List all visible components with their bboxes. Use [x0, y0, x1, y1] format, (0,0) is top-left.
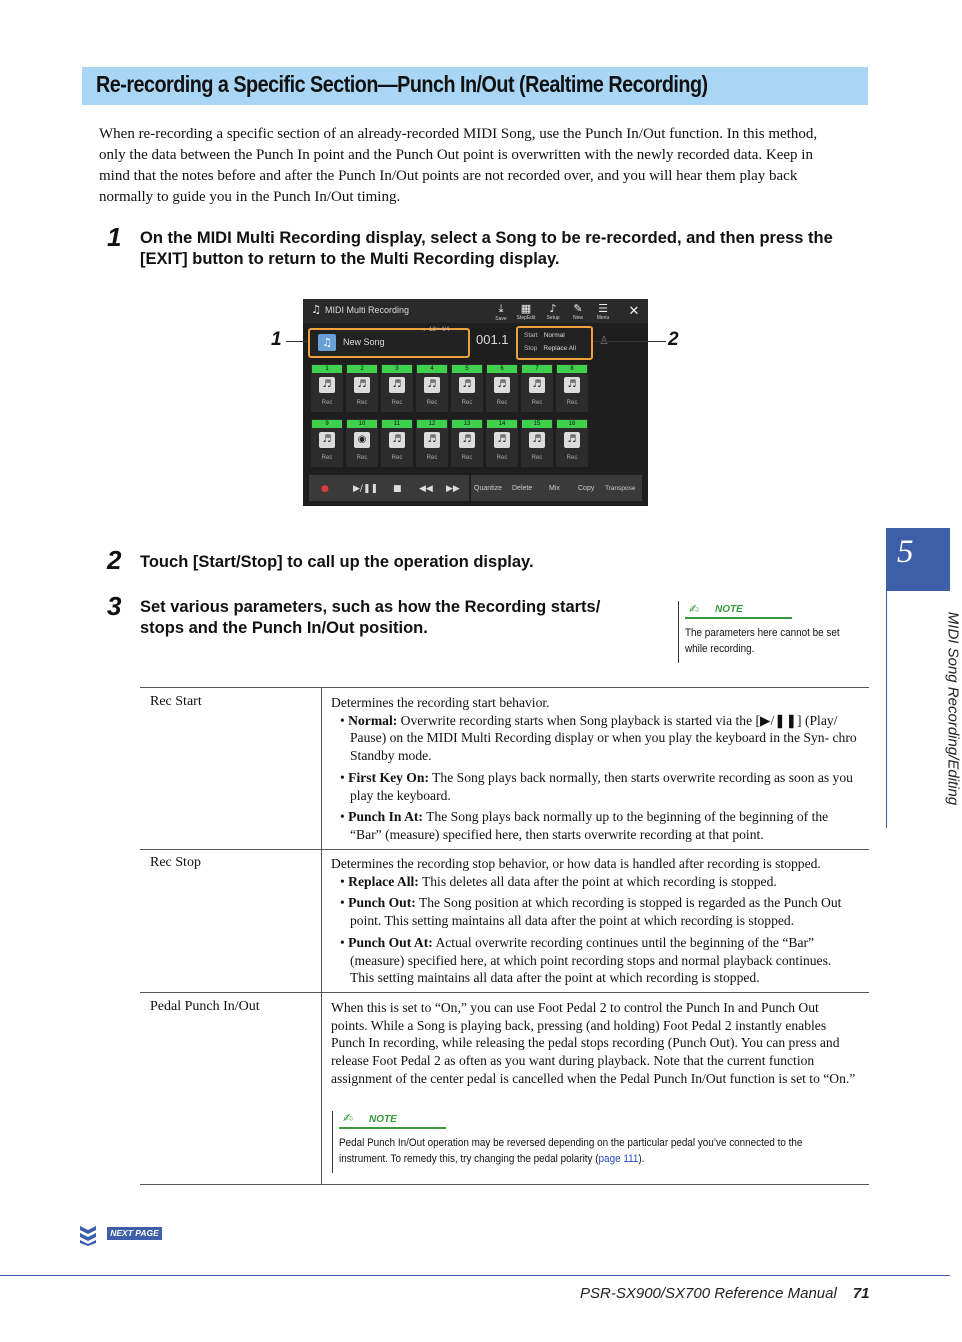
- track-number: 15: [522, 420, 552, 428]
- rec-button[interactable]: Rec: [496, 455, 508, 461]
- piano-icon: ♬: [389, 377, 405, 393]
- rec-button[interactable]: Rec: [356, 400, 368, 406]
- tempo-display: ♩12× 4/4: [423, 327, 450, 333]
- track-11[interactable]: [381, 419, 413, 467]
- rec-button[interactable]: Rec: [461, 455, 473, 461]
- chapter-number: 5: [897, 534, 914, 570]
- note-label: NOTE: [715, 604, 743, 615]
- track-14[interactable]: [486, 419, 518, 467]
- track-number: 10: [347, 420, 377, 428]
- rec-button[interactable]: Rec: [321, 400, 333, 406]
- song-name: New Song: [343, 337, 385, 347]
- track-number: 3: [382, 365, 412, 373]
- note-underline: [339, 1127, 446, 1129]
- track-8[interactable]: [556, 364, 588, 412]
- piano-icon: ♬: [319, 377, 335, 393]
- note-underline: [685, 617, 792, 619]
- rec-button[interactable]: Rec: [391, 455, 403, 461]
- piano-icon: ♬: [459, 432, 475, 448]
- callout-2-line: [593, 341, 666, 342]
- piano-icon: ♬: [389, 432, 405, 448]
- note-bar: [332, 1111, 333, 1173]
- track-number: 7: [522, 365, 552, 373]
- mix-button[interactable]: Mix: [549, 485, 560, 492]
- rec-button[interactable]: Rec: [426, 455, 438, 461]
- track-9[interactable]: [311, 419, 343, 467]
- record-button[interactable]: ●: [321, 484, 329, 494]
- piano-icon: ♬: [529, 432, 545, 448]
- track-number: 16: [557, 420, 587, 428]
- piano-icon: ♬: [529, 377, 545, 393]
- track-16[interactable]: [556, 419, 588, 467]
- table-row-line: [140, 992, 869, 993]
- pencil-icon: ✍: [689, 602, 700, 616]
- track-number: 8: [557, 365, 587, 373]
- rec-button[interactable]: Rec: [496, 400, 508, 406]
- track-1[interactable]: [311, 364, 343, 412]
- track-number: 6: [487, 365, 517, 373]
- next-page-icon[interactable]: [80, 1226, 102, 1251]
- track-number: 14: [487, 420, 517, 428]
- midi-multi-recording-screen: [303, 299, 648, 506]
- screen-title: MIDI Multi Recording: [325, 305, 410, 315]
- note-label: NOTE: [369, 1114, 397, 1125]
- song-position[interactable]: 001.1: [476, 332, 509, 347]
- music-note-icon: ♫: [311, 303, 321, 316]
- save-button[interactable]: ⤓ Save: [495, 302, 507, 322]
- param-name-rec-start: Rec Start: [150, 694, 202, 709]
- step-3-number: 3: [107, 591, 122, 621]
- track-2[interactable]: [346, 364, 378, 412]
- rec-button[interactable]: Rec: [461, 400, 473, 406]
- track-number: 13: [452, 420, 482, 428]
- note-text: Pedal Punch In/Out operation may be reversed depending on the particular pedal you’ve connected to the instrument. To remedy this, try changing the pedal polarity (page 111).: [339, 1137, 803, 1165]
- param-desc-rec-start: Determines the recording start behavior. • Normal: Overwrite recording starts when Song playback is started via the [▶/❚❚] (Play/ Pause) on the MIDI Multi Recording display or when you play the keyboard in the Syn- chro Standby mode. • First Key On: The Song plays back normally, then starts overwrite recording as soon as you play the keyboard. • Punch In At: The Song plays back normally up to the beginning of the beginning of the “Bar” (measure) specified here, then starts overwrite recording at that point.: [331, 695, 857, 842]
- chapter-label: MIDI Song Recording/Editing: [944, 611, 962, 806]
- menu-button[interactable]: ☰ Menu: [596, 302, 610, 321]
- track-12[interactable]: [416, 419, 448, 467]
- pencil-icon: ✍: [343, 1111, 354, 1125]
- track-number: 9: [312, 420, 342, 428]
- rec-button[interactable]: Rec: [356, 455, 368, 461]
- setup-button[interactable]: ♪ Setup: [546, 302, 560, 321]
- fast-forward-button[interactable]: ▶▶: [446, 484, 460, 494]
- track-number: 2: [347, 365, 377, 373]
- piano-icon: ♬: [564, 377, 580, 393]
- rec-button[interactable]: Rec: [531, 400, 543, 406]
- intro-paragraph: When re-recording a specific section of an already-recorded MIDI Song, use the Punch In/Out function. In this method, only the data between the Punch In point and the Punch Out point is overwritten with the newly recorded data. Keep in mind that the notes before and after the Punch In/Out points are not recorded over, and you will hear them play back normally to guide you in the Punch In/Out timing.: [99, 126, 818, 205]
- piano-icon: ♬: [319, 432, 335, 448]
- play-pause-button[interactable]: ▶/❚❚: [353, 484, 379, 494]
- start-stop-box[interactable]: [516, 326, 593, 360]
- section-heading: Re-recording a Specific Section—Punch In/Out (Realtime Recording): [96, 71, 708, 97]
- track-7[interactable]: [521, 364, 553, 412]
- piano-icon: ♬: [564, 432, 580, 448]
- track-6[interactable]: [486, 364, 518, 412]
- piano-icon: ♬: [494, 432, 510, 448]
- song-icon: ♫: [318, 334, 336, 351]
- track-10[interactable]: [346, 419, 378, 467]
- step-1-number: 1: [107, 222, 122, 252]
- close-icon[interactable]: ✕: [628, 304, 640, 319]
- side-tab-line: [886, 528, 887, 828]
- footer: PSR-SX900/SX700 Reference Manual 71: [580, 1285, 870, 1302]
- track-5[interactable]: [451, 364, 483, 412]
- step-2-number: 2: [107, 545, 122, 575]
- param-name-pedal-punch: Pedal Punch In/Out: [150, 999, 260, 1014]
- start-row: Start Normal: [524, 332, 565, 339]
- step-1-text: On the MIDI Multi Recording display, select a Song to be re-recorded, and then press the [EXIT] button to return to the Multi Recording display.: [140, 229, 833, 268]
- note-bar: [678, 601, 679, 663]
- track-number: 4: [417, 365, 447, 373]
- quantize-button[interactable]: Quantize: [474, 485, 503, 492]
- callout-2: 2: [668, 329, 679, 350]
- param-name-rec-stop: Rec Stop: [150, 855, 201, 870]
- step-3-text: Set various parameters, such as how the Recording starts/ stops and the Punch In/Out position.: [140, 598, 601, 637]
- track-13[interactable]: [451, 419, 483, 467]
- rec-button[interactable]: Rec: [566, 455, 578, 461]
- param-desc-pedal-punch: When this is set to “On,” you can use Foot Pedal 2 to control the Punch In and Punch Out points. While a Song is playing back, pressing (and holding) Foot Pedal 2 instantly enables Punch In recording, while releasing the pedal stops recording (Punch Out). You can press and release Foot Pedal 2 as often as you want during playback. Note that the current function assignment of the center pedal is cancelled when the Pedal Punch In/Out function is set to “On.”: [331, 1000, 856, 1086]
- table-row-line: [140, 849, 869, 850]
- rec-button[interactable]: Rec: [566, 400, 578, 406]
- note-text: The parameters here cannot be set while recording.: [685, 627, 840, 655]
- page-link[interactable]: page 111: [598, 1153, 639, 1165]
- stop-row: Stop Replace All: [524, 345, 576, 352]
- piano-icon: ♬: [459, 377, 475, 393]
- delete-button[interactable]: Delete: [512, 485, 533, 492]
- rec-button[interactable]: Rec: [391, 400, 403, 406]
- rec-button[interactable]: Rec: [426, 400, 438, 406]
- stop-button[interactable]: ■: [393, 484, 402, 494]
- drum-icon: ◉: [354, 432, 370, 448]
- callout-1-line: [286, 341, 308, 342]
- track-number: 5: [452, 365, 482, 373]
- rec-button[interactable]: Rec: [321, 455, 333, 461]
- rewind-button[interactable]: ◀◀: [419, 484, 433, 494]
- transpose-button[interactable]: Transpose: [605, 485, 636, 492]
- rec-button[interactable]: Rec: [531, 455, 543, 461]
- piano-icon: ♬: [424, 432, 440, 448]
- stepedit-button[interactable]: ▦ StepEdit: [516, 302, 536, 321]
- footer-line: [0, 1275, 950, 1276]
- track-number: 12: [417, 420, 447, 428]
- piano-icon: ♬: [424, 377, 440, 393]
- track-number: 11: [382, 420, 412, 428]
- param-desc-rec-stop: Determines the recording stop behavior, or how data is handled after recording is stopped. • Replace All: This deletes all data after the point at which recording is stopped. • Punch Out: The Song position at which recording is stopped is regarded as the Punch Out point. This setting maintains all data after the point at which recording is stopped. • Punch Out At: Actual overwrite recording continues until the beginning of the “Bar” (measure) specified here, at which point recording stops and normal playback continues. This setting maintains all data after the point at which recording is stopped.: [331, 856, 842, 986]
- callout-1: 1: [271, 329, 282, 350]
- track-number: 1: [312, 365, 342, 373]
- track-3[interactable]: [381, 364, 413, 412]
- table-top-line: [140, 687, 869, 688]
- piano-icon: ♬: [354, 377, 370, 393]
- step-2-text: Touch [Start/Stop] to call up the operation display.: [140, 553, 534, 571]
- track-15[interactable]: [521, 419, 553, 467]
- new-button[interactable]: ✎ New: [572, 302, 583, 321]
- piano-icon: ♬: [494, 377, 510, 393]
- next-page-label[interactable]: NEXT PAGE: [107, 1227, 162, 1240]
- table-column-divider: [321, 687, 322, 1184]
- copy-button[interactable]: Copy: [578, 485, 595, 492]
- transport-panel: [309, 475, 469, 501]
- track-4[interactable]: [416, 364, 448, 412]
- table-bottom-line: [140, 1184, 869, 1185]
- page-number: 71: [852, 1285, 870, 1302]
